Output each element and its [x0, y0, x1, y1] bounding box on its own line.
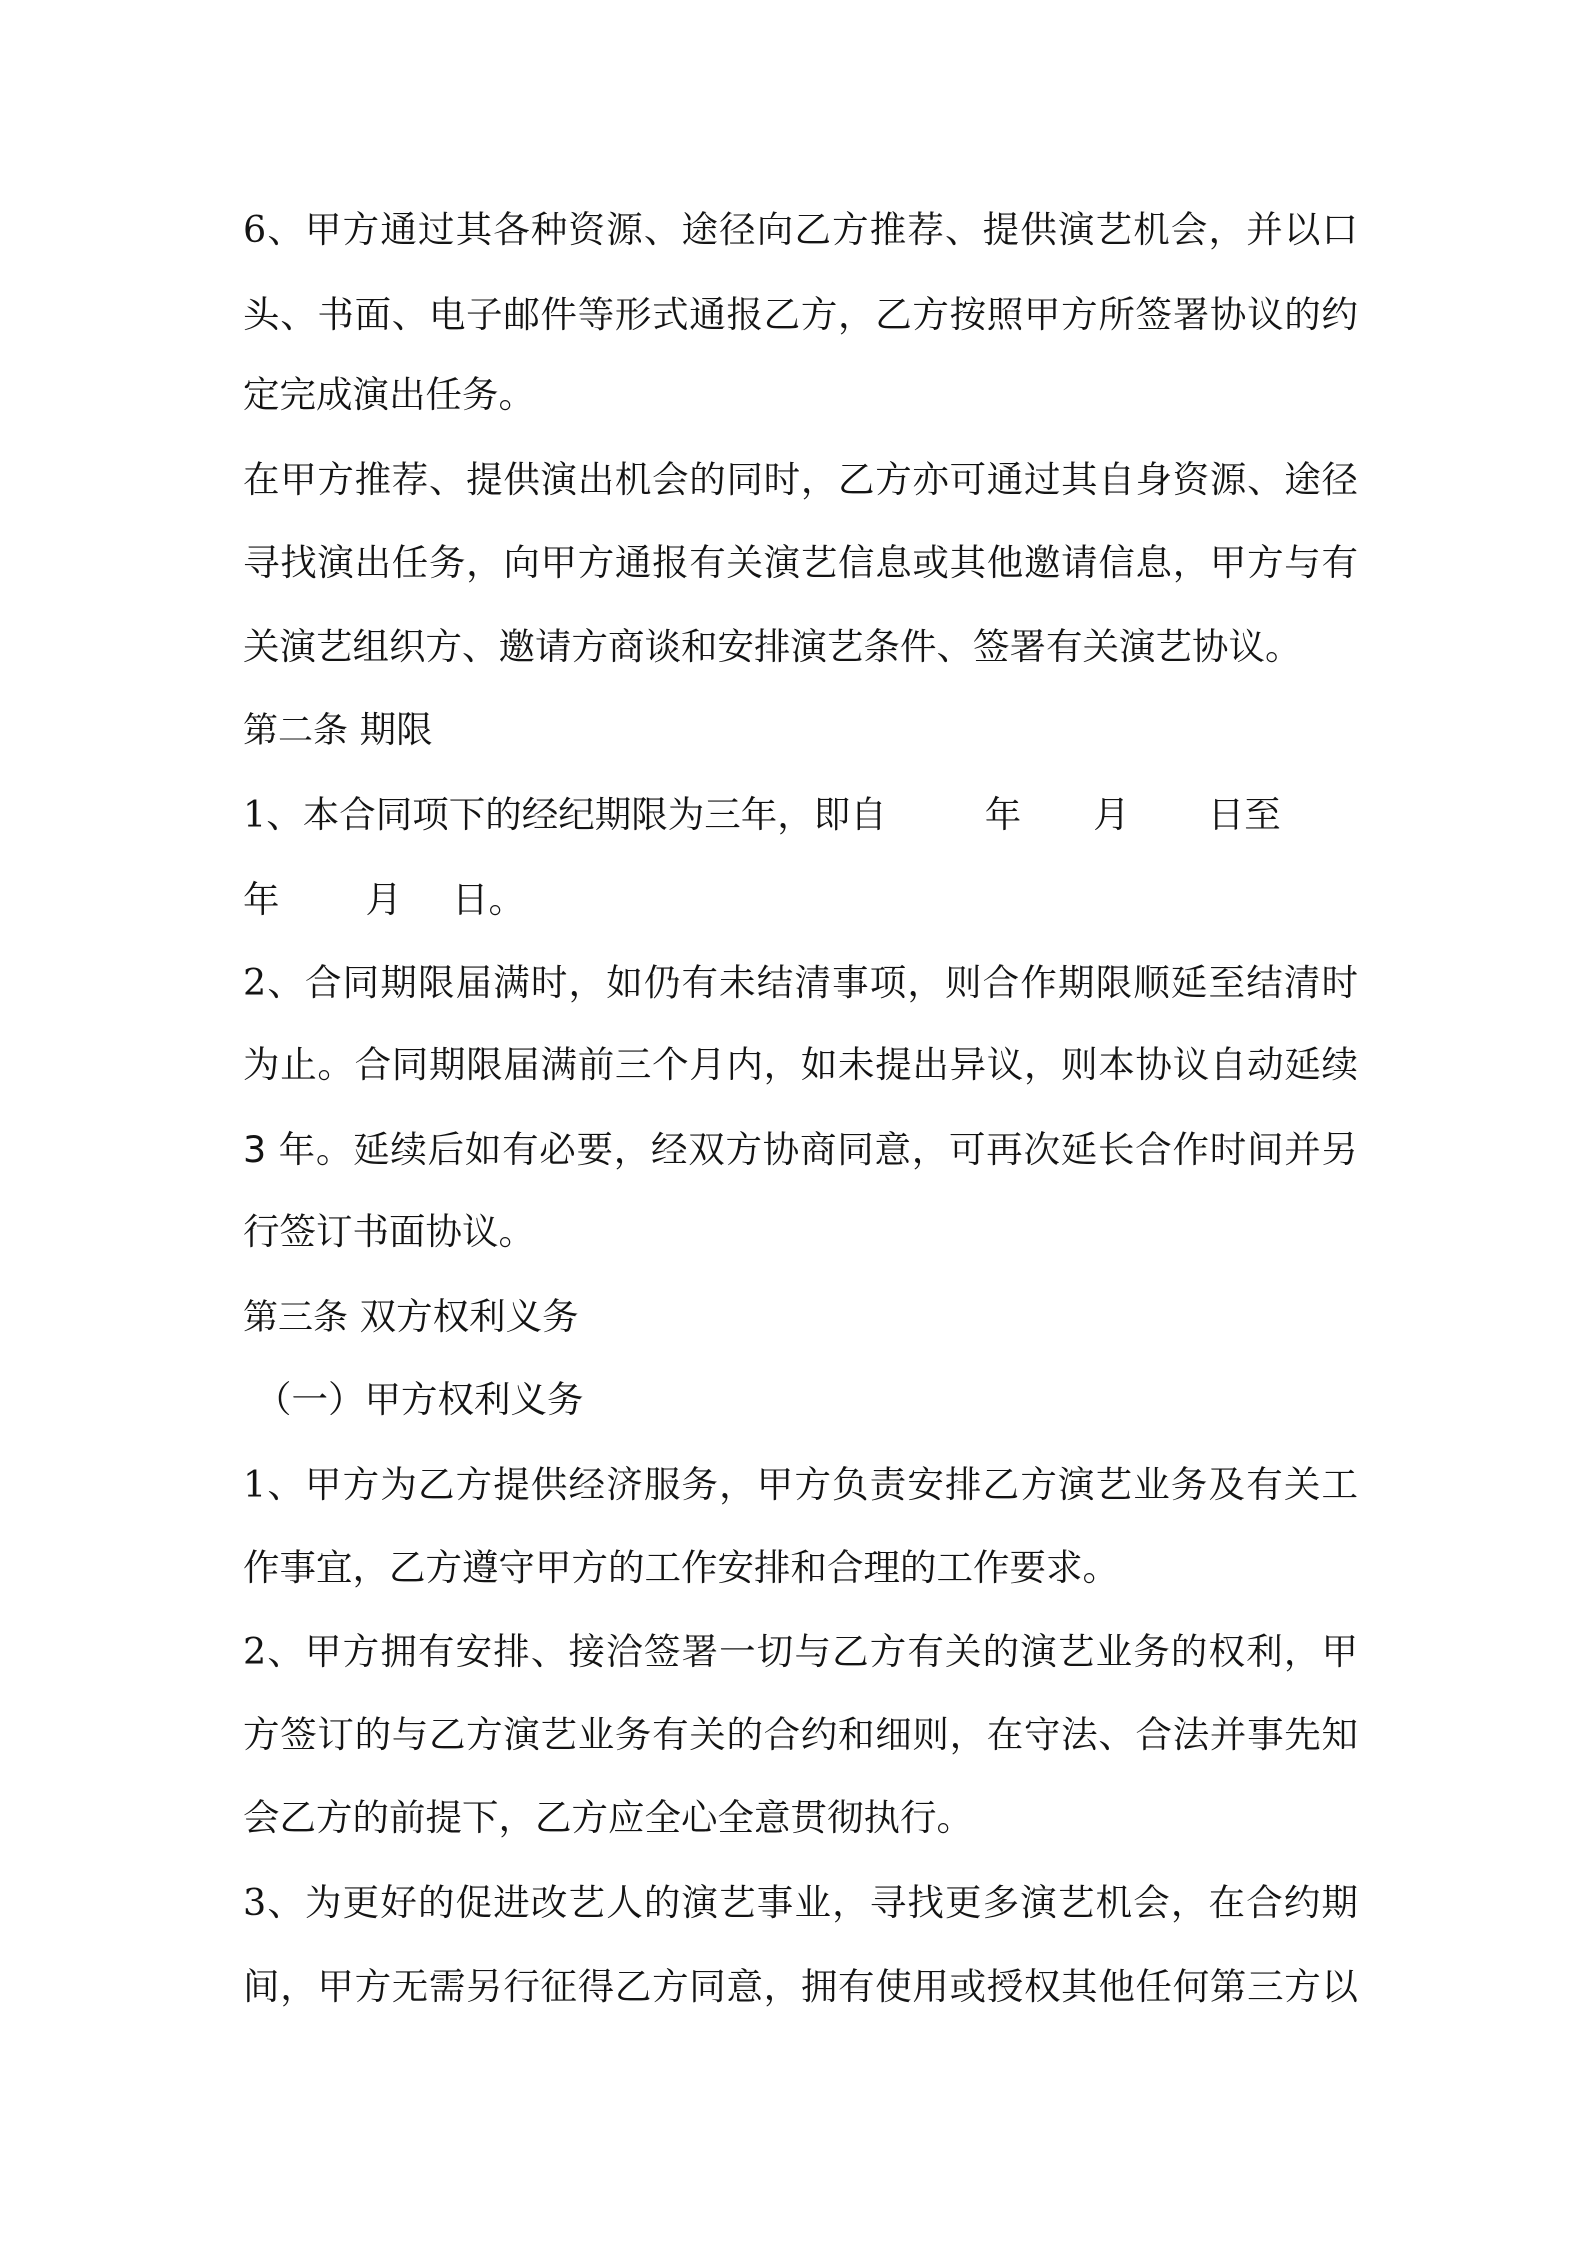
clause-number: 1 — [243, 793, 267, 836]
text-line — [243, 1460, 1358, 1510]
clause-number: 1 — [243, 1463, 267, 1506]
line-text: 、甲方为乙方提供经济服务，甲方负责安排乙方演艺业务及有关工 — [266, 1463, 1358, 1506]
text-line — [243, 1793, 1358, 1843]
line-text: 、为更好的促进改艺人的演艺事业，寻找更多演艺机会，在合约期 — [266, 1881, 1358, 1924]
clause-number: 2 — [243, 1630, 267, 1673]
text-line — [243, 875, 1358, 925]
line-text: 寻找演出任务，向甲方通报有关演艺信息或其他邀请信息，甲方与有 — [243, 541, 1358, 584]
article-number: 第二条 — [243, 711, 349, 751]
text-line — [243, 622, 1358, 672]
text-line — [243, 538, 1358, 588]
text-line — [243, 370, 1358, 420]
line-text: 为止。合同期限届满前三个月内，如未提出异议，则本协议自动延续 — [243, 1043, 1358, 1086]
line-text: 关演艺组织方、邀请方商谈和安排演艺条件、签署有关演艺协议。 — [243, 625, 1302, 668]
blank-year: 年 — [984, 793, 1022, 836]
line-text: 、本合同项下的经纪期限为三年，即自 — [266, 793, 887, 836]
article-number: 第三条 — [243, 1298, 349, 1338]
clause-number: 3 — [243, 1128, 267, 1171]
clause-number: 6 — [243, 208, 267, 251]
clause-number: 3 — [243, 1881, 267, 1924]
line-text: 头、书面、电子邮件等形式通报乙方，乙方按照甲方所签署协议的约 — [243, 293, 1358, 336]
line-text: 行签订书面协议。 — [243, 1210, 535, 1253]
text-line — [243, 455, 1358, 505]
line-text: 会乙方的前提下，乙方应全心全意贯彻执行。 — [243, 1796, 973, 1839]
line-text: 年。延续后如有必要，经双方协商同意，可再次延长合作时间并另 — [266, 1128, 1358, 1171]
text-line — [243, 290, 1358, 340]
line-text: 方签订的与乙方演艺业务有关的合约和细则，在守法、合法并事先知 — [243, 1713, 1358, 1756]
text-line — [243, 790, 1358, 840]
subsection-heading — [255, 1375, 1370, 1425]
line-text: （一）甲方权利义务 — [255, 1378, 584, 1421]
text-line — [243, 1962, 1358, 2012]
line-text: 作事宜，乙方遵守甲方的工作安排和合理的工作要求。 — [243, 1546, 1119, 1589]
blank-year: 年 — [243, 878, 280, 921]
line-text: 在甲方推荐、提供演出机会的同时，乙方亦可通过其自身资源、途径 — [243, 458, 1358, 501]
section-heading — [243, 1292, 1358, 1342]
article-title: 期限 — [348, 708, 433, 751]
text-line — [243, 1040, 1358, 1090]
text-line — [243, 1710, 1358, 1760]
line-text: 定完成演出任务。 — [243, 373, 535, 416]
blank-day: 日至 — [1207, 793, 1281, 836]
text-line — [243, 1207, 1358, 1257]
text-line — [243, 1125, 1358, 1175]
text-line — [243, 1543, 1358, 1593]
line-text: 、甲方通过其各种资源、途径向乙方推荐、提供演艺机会，并以口 — [266, 208, 1358, 251]
line-text: 间，甲方无需另行征得乙方同意，拥有使用或授权其他任何第三方以 — [243, 1965, 1358, 2008]
section-heading — [243, 705, 1358, 755]
blank-month: 月 — [1093, 793, 1130, 836]
clause-number: 2 — [243, 961, 267, 1004]
text-line — [243, 1627, 1358, 1677]
blank-month: 月 — [365, 878, 402, 921]
text-line — [243, 205, 1358, 255]
article-title: 双方权利义务 — [348, 1295, 579, 1338]
text-line — [243, 1878, 1358, 1928]
text-line — [243, 958, 1358, 1008]
line-text: 、合同期限届满时，如仍有未结清事项，则合作期限顺延至结清时 — [266, 961, 1358, 1004]
blank-day: 日。 — [452, 878, 525, 921]
line-text: 、甲方拥有安排、接洽签署一切与乙方有关的演艺业务的权利，甲 — [266, 1630, 1358, 1673]
